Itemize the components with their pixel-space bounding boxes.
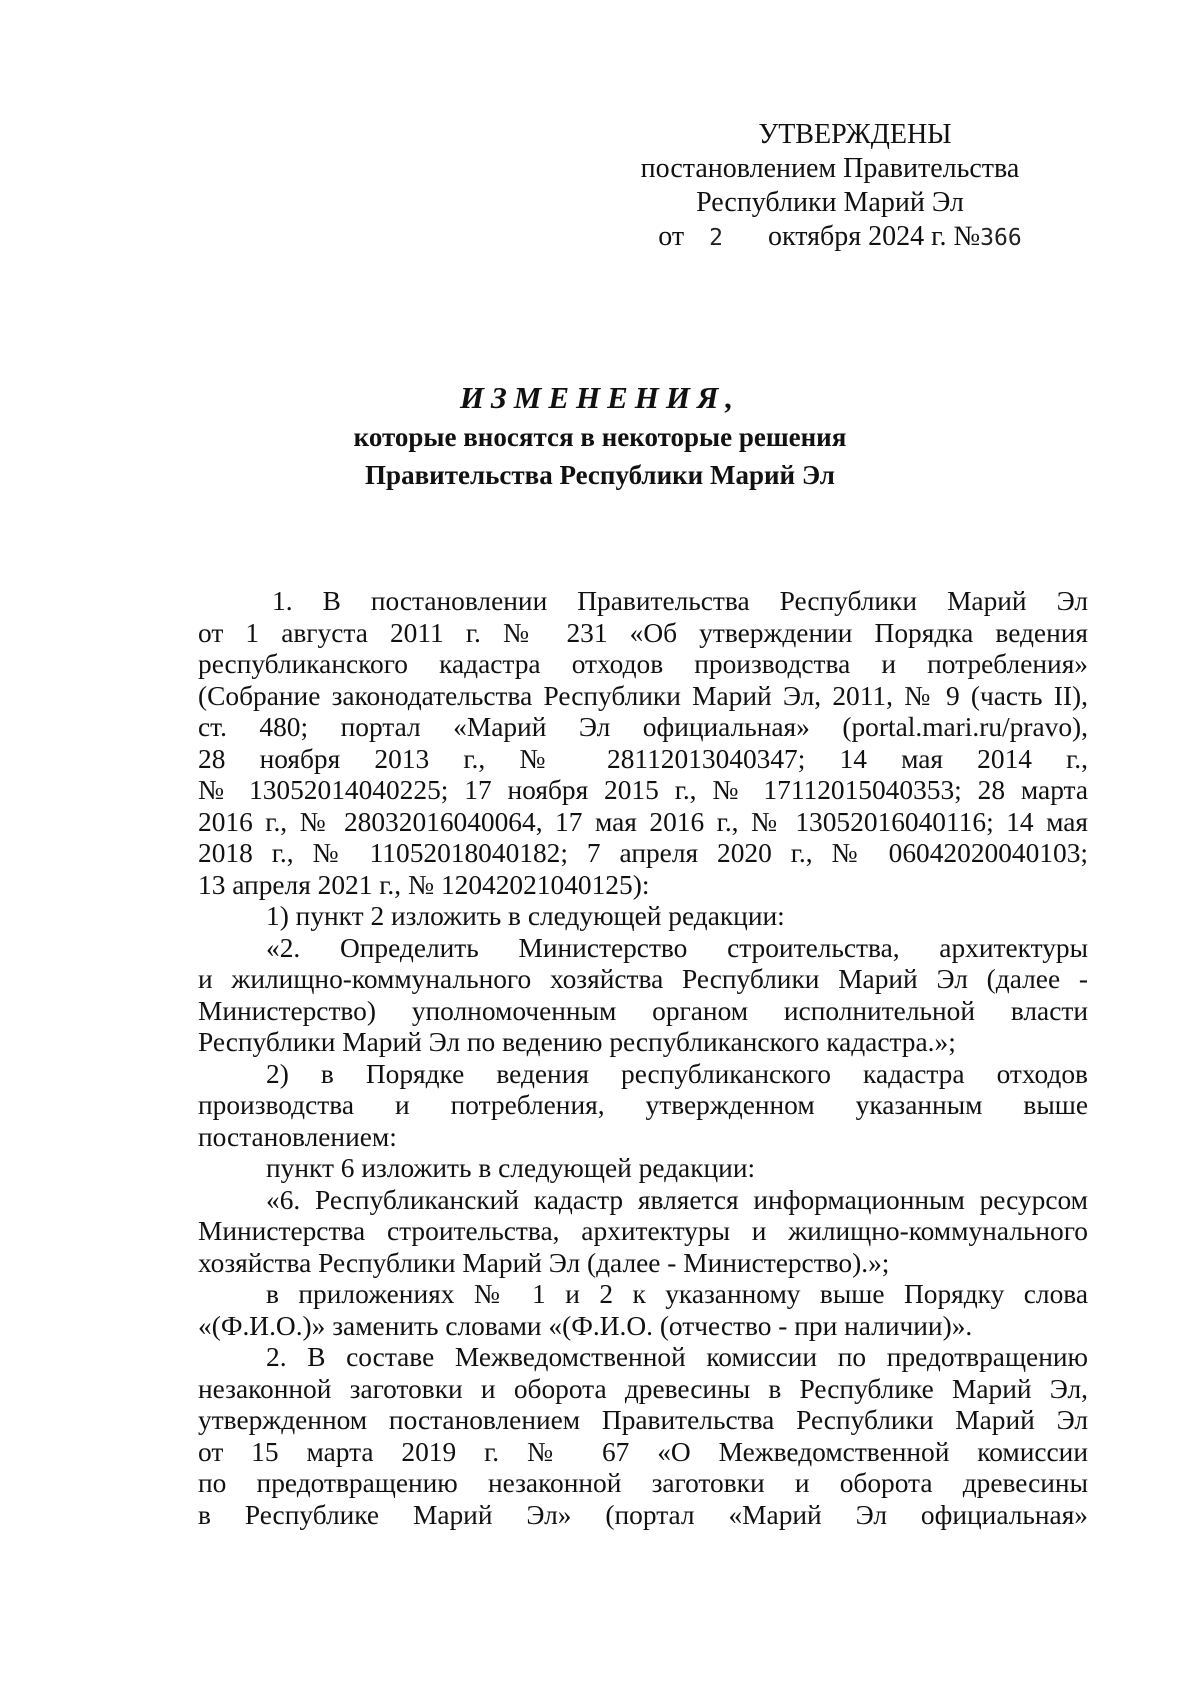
body-line: ст. 480; портал «Марий Эл официальная» (portal.mari.ru/pravo),	[198, 712, 1088, 742]
body-line: от 15 марта 2019 г. № 67 «О Межведомственной комиссии	[198, 1436, 1088, 1467]
body-line: (Собрание законодательства Республики Марий Эл, 2011, № 9 (часть II),	[198, 680, 1088, 711]
body-line: 28 ноября 2013 г., № 28112013040347; 14 мая 2014 г.,	[198, 743, 1088, 774]
decree-number: 366	[980, 225, 1022, 251]
body-line: 1) пункт 2 изложить в следующей редакции:	[266, 901, 785, 931]
body-line: незаконной заготовки и оборота древесины в Республике Марий Эл,	[198, 1373, 1088, 1404]
body-line: «2. Определить Министерство строительства, архитектуры	[266, 932, 1088, 963]
body-line: Министерства строительства, архитектуры и жилищно-коммунального	[198, 1216, 1088, 1246]
body-line: 2) в Порядке ведения республиканского кадастра отходов	[266, 1058, 1088, 1089]
approval-line-1: постановлением Правительства	[640, 153, 1020, 184]
document-title: ИЗМЕНЕНИЯ,	[459, 380, 741, 415]
body-line: и жилищно-коммунального хозяйства Республики Марий Эл (далее -	[198, 964, 1088, 994]
body-line: 2. В составе Межведомственной комиссии по предотвращению	[266, 1342, 1088, 1372]
approval-line-2: Республики Марий Эл	[696, 187, 964, 218]
subtitle-line-2: Правительства Республики Марий Эл	[365, 460, 835, 490]
body-line: в Республике Марий Эл» (портал «Марий Эл официальная»	[198, 1499, 1088, 1530]
date-month-year: октября 2024 г. №	[768, 221, 981, 252]
body-line: № 13052014040225; 17 ноября 2015 г., № 17112015040353; 28 марта	[198, 775, 1088, 805]
subtitle-line-1: которые вносятся в некоторые решения	[353, 422, 847, 452]
body-line: производства и потребления, утвержденном указанным выше	[198, 1090, 1088, 1120]
body-line: «6. Республиканский кадастр является информационным ресурсом	[266, 1184, 1088, 1215]
body-line: 1. В постановлении Правительства Республики Марий Эл	[272, 586, 1088, 616]
body-line: Министерство) уполномоченным органом исполнительной власти	[198, 995, 1088, 1026]
date-day: 2	[709, 225, 724, 251]
body-line: в приложениях № 1 и 2 к указанному выше Порядку слова	[266, 1279, 1088, 1309]
body-line: пункт 6 изложить в следующей редакции:	[266, 1153, 756, 1183]
body-line: утвержденном постановлением Правительства Республики Марий Эл	[198, 1405, 1088, 1435]
body-line: Республики Марий Эл по ведению республиканского кадастра.»;	[198, 1027, 956, 1057]
date-prefix: от	[658, 221, 685, 252]
document-body	[198, 586, 1088, 1531]
body-line: постановлением:	[198, 1121, 397, 1152]
body-line: «(Ф.И.О.)» заменить словами «(Ф.И.О. (отчество - при наличии)».	[198, 1310, 973, 1341]
body-line: 2016 г., № 28032016040064, 17 мая 2016 г., № 13052016040116; 14 мая	[198, 806, 1088, 837]
body-line: от 1 августа 2011 г. № 231 «Об утверждении Порядка ведения	[198, 617, 1088, 648]
document-subtitle	[0, 418, 1200, 494]
body-line: по предотвращению незаконной заготовки и оборота древесины	[198, 1468, 1088, 1498]
approval-heading: УТВЕРЖДЕНЫ	[758, 119, 952, 150]
body-line: хозяйства Республики Марий Эл (далее - Министерство).»;	[198, 1247, 890, 1278]
approval-date	[560, 220, 1100, 255]
body-line: республиканского кадастра отходов производства и потребления»	[198, 649, 1088, 679]
approval-block	[560, 118, 1100, 255]
body-line: 13 апреля 2021 г., № 12042021040125):	[198, 869, 650, 900]
body-line: 2018 г., № 11052018040182; 7 апреля 2020 г., № 06042020040103;	[198, 838, 1088, 868]
